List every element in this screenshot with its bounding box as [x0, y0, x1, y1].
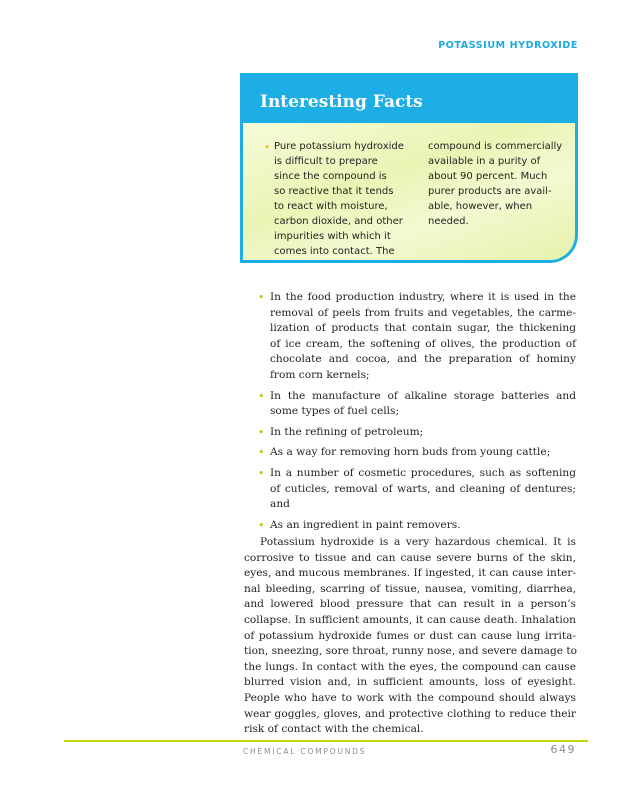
list-item — [258, 425, 576, 441]
page-number: 649 — [550, 743, 576, 756]
list-item-line: chocolate and cocoa, and the preparation of hominy — [270, 353, 576, 366]
list-item — [258, 518, 576, 534]
facts-box-title: Interesting Facts — [260, 92, 423, 112]
bullet-icon: • — [258, 446, 265, 460]
facts-line: to react with moisture, — [274, 201, 388, 212]
paragraph-line: eyes, and mucous membranes. If ingested, it can cause inter- — [244, 567, 576, 580]
list-item-line: of ice cream, the softening of olives, the production of — [270, 337, 576, 350]
facts-line: needed. — [428, 216, 469, 227]
list-item-line: of cuticles, removal of warts, and cleaning of dentures; — [270, 482, 576, 495]
facts-line: available in a purity of — [428, 156, 541, 167]
facts-line: carbon dioxide, and other — [274, 216, 403, 227]
paragraph-line: People who have to work with the compound should always — [244, 691, 576, 704]
list-item — [258, 389, 576, 420]
list-item — [258, 466, 576, 513]
paragraph-line: corrosive to tissue and can cause severe burns of the skin, — [244, 551, 576, 564]
list-item-line: lization of products that contain sugar, the thickening — [270, 322, 576, 335]
list-item-line: removal of peels from fruits and vegetables, the carme- — [270, 306, 576, 319]
facts-column-1 — [264, 139, 422, 259]
facts-line: since the compound is — [274, 171, 387, 182]
list-item-line: some types of fuel cells; — [270, 405, 400, 418]
hazard-paragraph — [244, 535, 576, 738]
list-item-line: In the manufacture of alkaline storage batteries and — [270, 389, 576, 402]
footer-rule — [64, 740, 588, 742]
list-item — [258, 290, 576, 384]
paragraph-line: risk of contact with the chemical. — [244, 723, 424, 736]
bullet-icon: • — [258, 425, 265, 439]
list-item-line: from corn kernels; — [270, 368, 370, 381]
list-item-line: In the food production industry, where it is used in the — [270, 291, 576, 303]
uses-list — [258, 290, 576, 538]
bullet-icon: • — [264, 142, 270, 153]
paragraph-line: tion, sneezing, sore throat, runny nose, and severe damage to — [244, 645, 578, 658]
paragraph-line: collapse. In sufficient amounts, it can cause death. Inhalation — [244, 613, 576, 626]
list-item-line: In the refining of petroleum; — [270, 425, 424, 438]
running-header: POTASSIUM HYDROXIDE — [438, 40, 578, 51]
bullet-icon: • — [258, 466, 265, 480]
list-item-line: As a way for removing horn buds from young cattle; — [270, 446, 551, 459]
facts-line: purer products are avail- — [428, 186, 552, 197]
paragraph-line: of potassium hydroxide fumes or dust can cause lung irrita- — [244, 629, 576, 642]
paragraph-line: and lowered blood pressure that can result in a person’s — [244, 598, 576, 611]
facts-line: compound is commercially — [428, 141, 563, 152]
bullet-icon: • — [258, 291, 265, 304]
bullet-icon: • — [258, 518, 265, 532]
facts-line: impurities with which it — [274, 231, 391, 242]
footer-label: CHEMICAL COMPOUNDS — [243, 747, 367, 756]
facts-line: Pure potassium hydroxide — [274, 141, 404, 152]
facts-line: comes into contact. The — [274, 246, 395, 257]
paragraph-line: Potassium hydroxide is a very hazardous chemical. It is — [260, 536, 576, 548]
facts-line: about 90 percent. Much — [428, 171, 548, 182]
facts-line: is difficult to prepare — [274, 156, 378, 167]
list-item-line: As an ingredient in paint removers. — [270, 518, 461, 531]
list-item-line: and — [270, 498, 290, 511]
facts-column-2 — [428, 139, 576, 229]
list-item — [258, 445, 576, 461]
paragraph-line: nal bleeding, scarring of tissue, nausea, vomiting, diarrhea, — [244, 582, 576, 595]
bullet-icon: • — [258, 389, 265, 403]
facts-box-body — [240, 123, 578, 263]
interesting-facts-box — [240, 73, 578, 263]
facts-box-header — [240, 73, 578, 123]
facts-line: able, however, when — [428, 201, 533, 212]
list-item-line: In a number of cosmetic procedures, such as softening — [270, 466, 576, 479]
paragraph-line: wear goggles, gloves, and protective clothing to reduce their — [244, 707, 576, 720]
paragraph-line: blurred vision and, in sufficient amounts, loss of eyesight. — [244, 676, 576, 689]
paragraph-line: the lungs. In contact with the eyes, the compound can cause — [244, 660, 576, 673]
facts-line: so reactive that it tends — [274, 186, 394, 197]
